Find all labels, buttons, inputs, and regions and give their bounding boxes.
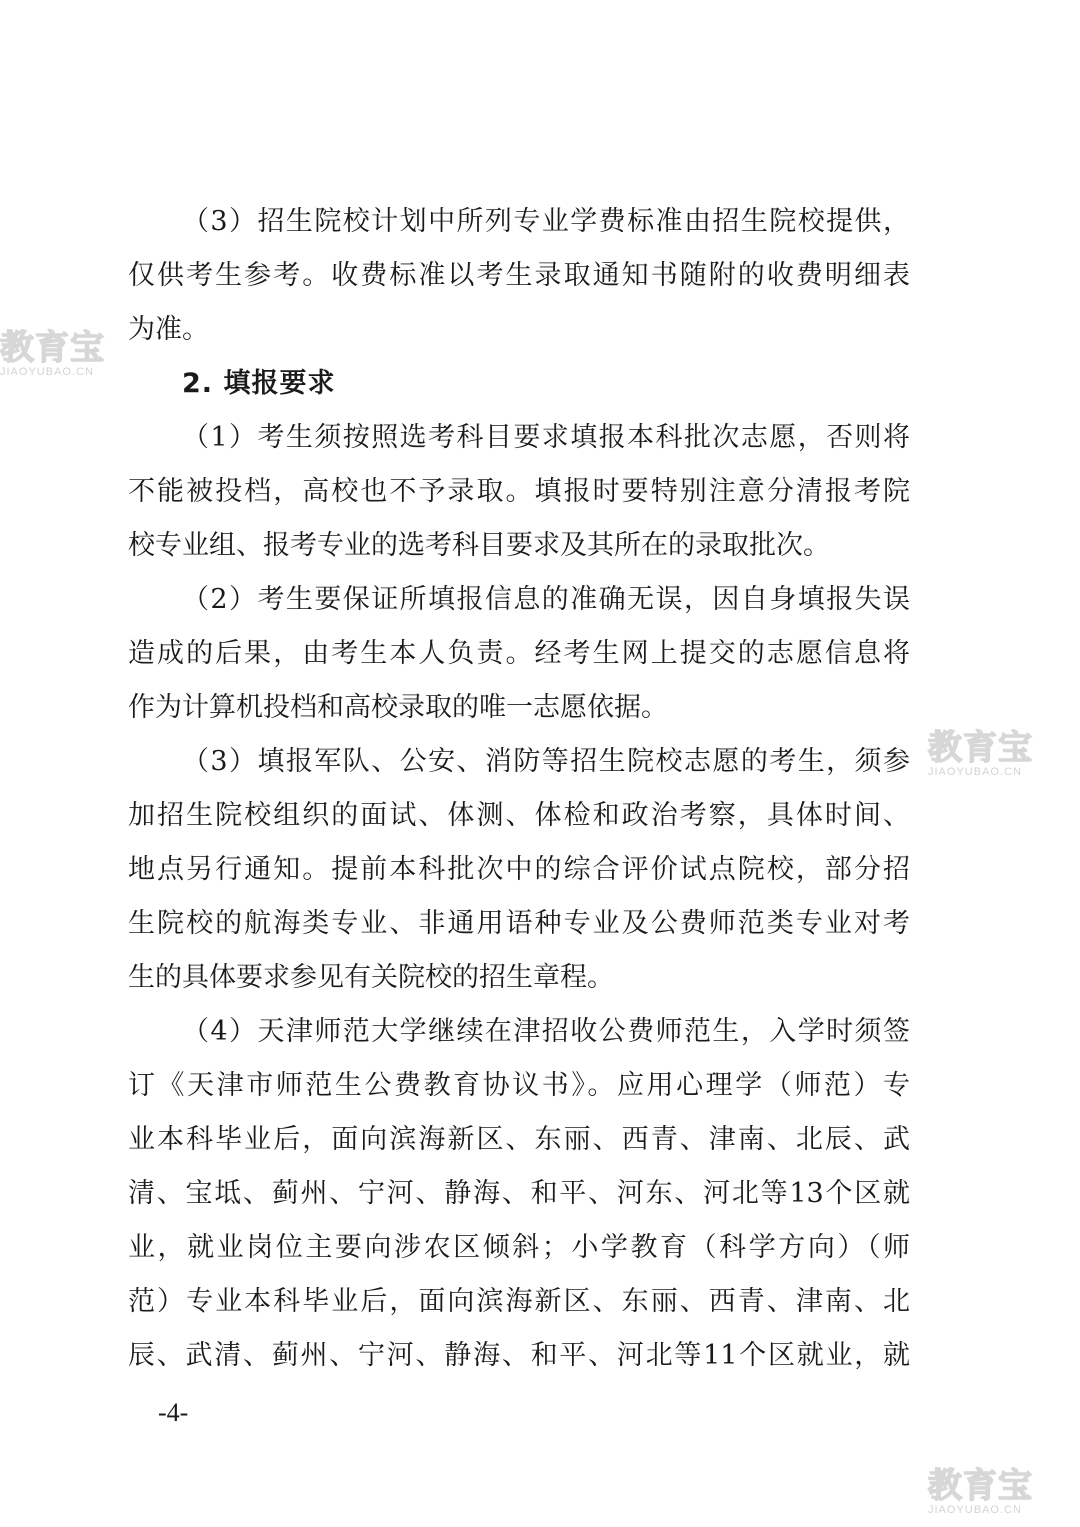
watermark-logo: 教育宝: [928, 1466, 1033, 1506]
watermark-site: JIAOYUBAO.CN: [928, 1504, 1022, 1516]
watermark-site: JIAOYUBAO.CN: [928, 766, 1022, 778]
paragraph-line: 业，就业岗位主要向涉农区倾斜；小学教育（科学方向）（师: [128, 1232, 910, 1263]
paragraph-line: （3）填报军队、公安、消防等招生院校志愿的考生，须参: [182, 746, 910, 777]
paragraph-line: 为准。: [128, 314, 209, 345]
watermark-site: JIAOYUBAO.CN: [0, 366, 94, 378]
paragraph-line: 造成的后果，由考生本人负责。经考生网上提交的志愿信息将: [128, 638, 910, 669]
paragraph-line: （4）天津师范大学继续在津招收公费师范生，入学时须签: [182, 1016, 910, 1047]
paragraph-line: 业本科毕业后，面向滨海新区、东丽、西青、津南、北辰、武: [128, 1124, 910, 1155]
page-number: -4-: [158, 1398, 189, 1427]
paragraph-line: 辰、武清、蓟州、宁河、静海、和平、河北等11个区就业，就: [128, 1340, 910, 1371]
paragraph-line: 校专业组、报考专业的选考科目要求及其所在的录取批次。: [128, 530, 830, 561]
paragraph-line: 地点另行通知。提前本科批次中的综合评价试点院校，部分招: [128, 854, 910, 885]
paragraph-line: 范）专业本科毕业后，面向滨海新区、东丽、西青、津南、北: [128, 1286, 910, 1317]
paragraph-line: 不能被投档，高校也不予录取。填报时要特别注意分清报考院: [128, 476, 910, 507]
paragraph-line: 清、宝坻、蓟州、宁河、静海、和平、河东、河北等13个区就: [128, 1178, 910, 1209]
paragraph-line: （2）考生要保证所填报信息的准确无误，因自身填报失误: [182, 584, 910, 615]
paragraph-line: 作为计算机投档和高校录取的唯一志愿依据。: [128, 692, 668, 723]
paragraph-line: 订《天津市师范生公费教育协议书》。应用心理学（师范）专: [128, 1070, 910, 1101]
paragraph-line: 生院校的航海类专业、非通用语种专业及公费师范类专业对考: [128, 908, 910, 939]
paragraph-line: 加招生院校组织的面试、体测、体检和政治考察，具体时间、: [128, 800, 910, 831]
watermark: [928, 1468, 1068, 1518]
paragraph-line: （3）招生院校计划中所列专业学费标准由招生院校提供，: [182, 206, 910, 237]
watermark: [0, 330, 140, 380]
paragraph-line: 生的具体要求参见有关院校的招生章程。: [128, 962, 614, 993]
watermark-logo: 教育宝: [928, 728, 1033, 768]
section-heading: 2. 填报要求: [182, 368, 336, 399]
paragraph-line: 仅供考生参考。收费标准以考生录取通知书随附的收费明细表: [128, 260, 910, 291]
watermark-logo: 教育宝: [0, 328, 105, 368]
paragraph-line: （1）考生须按照选考科目要求填报本科批次志愿，否则将: [182, 422, 910, 453]
watermark: [928, 730, 1068, 780]
